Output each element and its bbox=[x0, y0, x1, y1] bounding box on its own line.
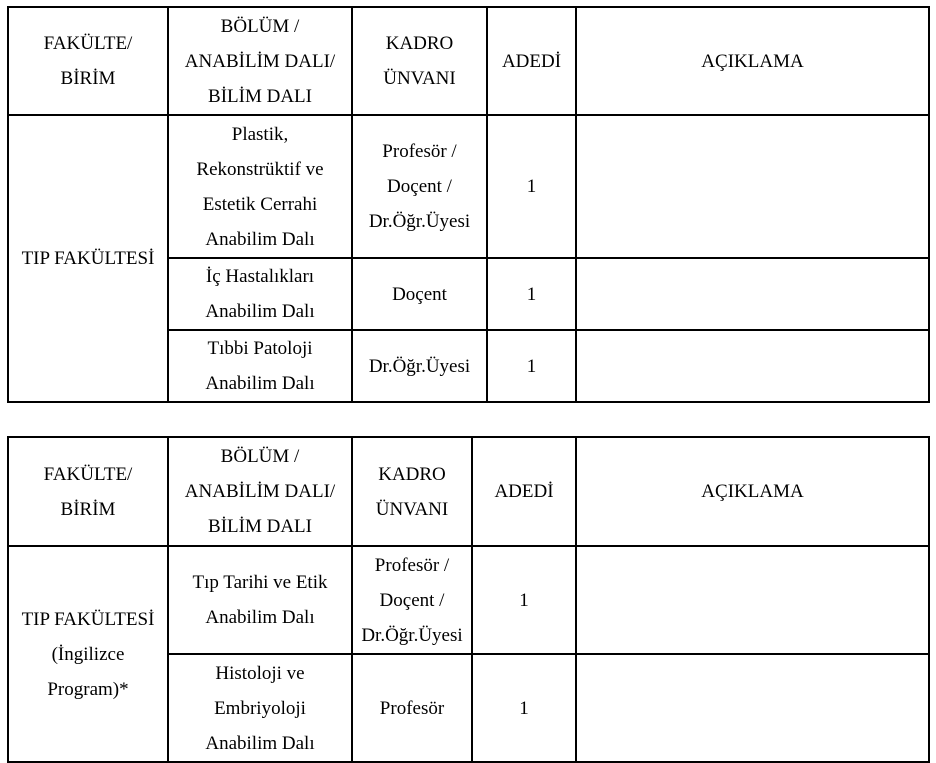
title-cell: Dr.Öğr.Üyesi bbox=[352, 330, 487, 402]
header-department: BÖLÜM / ANABİLİM DALI/ BİLİM DALI bbox=[168, 7, 352, 115]
title-cell: Profesör / Doçent / Dr.Öğr.Üyesi bbox=[352, 115, 487, 258]
title-cell: Profesör / Doçent / Dr.Öğr.Üyesi bbox=[352, 546, 472, 654]
note-cell bbox=[576, 115, 929, 258]
faculty-cell: TIP FAKÜLTESİ (İngilizce Program)* bbox=[8, 546, 168, 762]
count-cell: 1 bbox=[487, 115, 576, 258]
department-cell: Tıp Tarihi ve Etik Anabilim Dalı bbox=[168, 546, 352, 654]
count-cell: 1 bbox=[472, 546, 576, 654]
count-cell: 1 bbox=[487, 258, 576, 330]
note-cell bbox=[576, 654, 929, 762]
header-title: KADRO ÜNVANI bbox=[352, 437, 472, 546]
table-row bbox=[8, 546, 929, 654]
table-row bbox=[8, 115, 929, 258]
title-cell: Doçent bbox=[352, 258, 487, 330]
title-cell: Profesör bbox=[352, 654, 472, 762]
count-cell: 1 bbox=[472, 654, 576, 762]
header-faculty: FAKÜLTE/ BİRİM bbox=[8, 7, 168, 115]
header-faculty: FAKÜLTE/ BİRİM bbox=[8, 437, 168, 546]
note-cell bbox=[576, 330, 929, 402]
header-row bbox=[8, 7, 929, 115]
faculty-cell: TIP FAKÜLTESİ bbox=[8, 115, 168, 402]
note-cell bbox=[576, 546, 929, 654]
department-cell: Tıbbi Patoloji Anabilim Dalı bbox=[168, 330, 352, 402]
department-cell: Histoloji ve Embriyoloji Anabilim Dalı bbox=[168, 654, 352, 762]
header-note: AÇIKLAMA bbox=[576, 437, 929, 546]
department-cell: Plastik, Rekonstrüktif ve Estetik Cerrahi Anabilim Dalı bbox=[168, 115, 352, 258]
header-count: ADEDİ bbox=[472, 437, 576, 546]
header-note: AÇIKLAMA bbox=[576, 7, 929, 115]
staff-table-1 bbox=[7, 6, 930, 403]
header-count: ADEDİ bbox=[487, 7, 576, 115]
count-cell: 1 bbox=[487, 330, 576, 402]
note-cell bbox=[576, 258, 929, 330]
department-cell: İç Hastalıkları Anabilim Dalı bbox=[168, 258, 352, 330]
staff-table-2 bbox=[7, 436, 930, 763]
header-row bbox=[8, 437, 929, 546]
header-department: BÖLÜM / ANABİLİM DALI/ BİLİM DALI bbox=[168, 437, 352, 546]
header-title: KADRO ÜNVANI bbox=[352, 7, 487, 115]
